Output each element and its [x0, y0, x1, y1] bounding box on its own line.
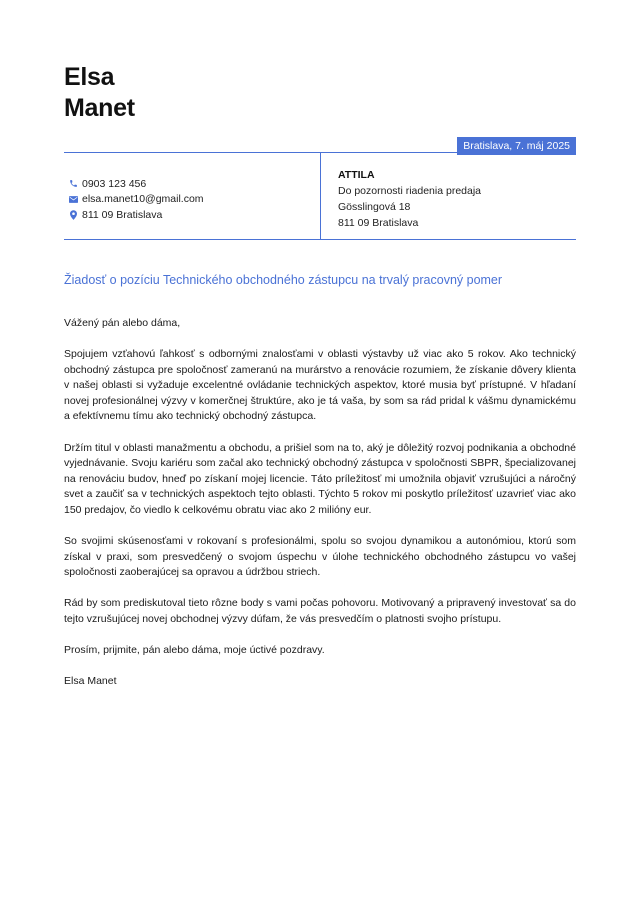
recipient-street: Gösslingová 18 [338, 201, 411, 213]
letter-subject: Žiadosť o pozíciu Technického obchodného zástupcu na trvalý pracovný pomer [64, 273, 503, 287]
paragraph: So svojimi skúsenosťami v rokovaní s profesionálmi, spolu so svojou dynamikou a autonómiou, ktorú som získal v praxi, som presvedčený o svojom úspechu v úlohe technického obchodného zástupcu vo vašej spoločnosti zaoberajúcej sa opravou a údržbou striech. [64, 535, 576, 579]
recipient-company: ATTILA [338, 169, 375, 181]
location-pin-icon [66, 210, 80, 220]
phone-text: 0903 123 456 [82, 177, 147, 190]
recipient-attention: Do pozornosti riadenia predaja [338, 185, 482, 197]
sender-name [64, 62, 135, 124]
paragraph: Rád by som prediskutoval tieto rôzne body s vami počas pohovoru. Motivovaný a pripravený investovať sa do tejto vzrušujúcej novej obchodnej výzvy dúfam, že vás presvedčím o platnosti svojho prístupu. [64, 597, 576, 625]
contact-address [66, 207, 204, 223]
email-text: elsa.manet10@gmail.com [82, 193, 204, 206]
email-icon [66, 196, 80, 203]
closing: Prosím, prijmite, pán alebo dáma, moje úctivé pozdravy. [64, 644, 325, 656]
signature: Elsa Manet [64, 675, 117, 688]
contact-phone [66, 176, 204, 192]
header-divider-bottom [64, 239, 576, 240]
paragraph: Držím titul v oblasti manažmentu a obchodu, a prišiel som na to, aký je dôležitý rozvoj podnikania a obchodné vyjednávanie. Svoju kariéru som začal ako technický obchodný zástupca v spoločnosti SBPR, špecializovanej na renováciu budov, hneď po získaní mojej licencie. Táto príležitosť mi umožnila objaviť vzrušujúci a náročný svet a zaučiť sa v technických aspektoch tejto oblasti. Týchto 5 rokov mi poskytlo príležitosť uzavrieť viac ako 150 predajov, čo viedlo k celkovému obratu viac ako 2 milióny eur. [64, 441, 576, 516]
letter-body [64, 316, 576, 705]
date-badge: Bratislava, 7. máj 2025 [457, 137, 576, 155]
sender-first-name: Elsa [64, 63, 115, 91]
recipient-block [338, 167, 481, 231]
contact-block [66, 176, 204, 223]
phone-icon [66, 179, 80, 188]
paragraph: Spojujem vzťahovú ľahkosť s odbornými znalosťami v oblasti výstavby už viac ako 5 rokov. Ako technický obchodný zástupca pre spoločnosť zameranú na murárstvo a renovácie rozumiem, že získanie dôvery klienta v našej oblasti si vyžaduje excelentné ovládanie technických aspektov, ktoré musia byť prístupné. V hľadaní novej profesionálnej výzvy v komerčnej štruktúre, ako je tá vaša, by som sa rád pridal k vášmu dynamickému a efektívnemu tímu ako technický obchodný zástupca. [64, 348, 576, 423]
contact-email [66, 192, 204, 208]
recipient-city: 811 09 Bratislava [338, 217, 419, 229]
header-divider-vertical [320, 152, 321, 240]
address-text: 811 09 Bratislava [82, 208, 163, 221]
sender-last-name: Manet [64, 94, 135, 122]
salutation: Vážený pán alebo dáma, [64, 317, 181, 329]
